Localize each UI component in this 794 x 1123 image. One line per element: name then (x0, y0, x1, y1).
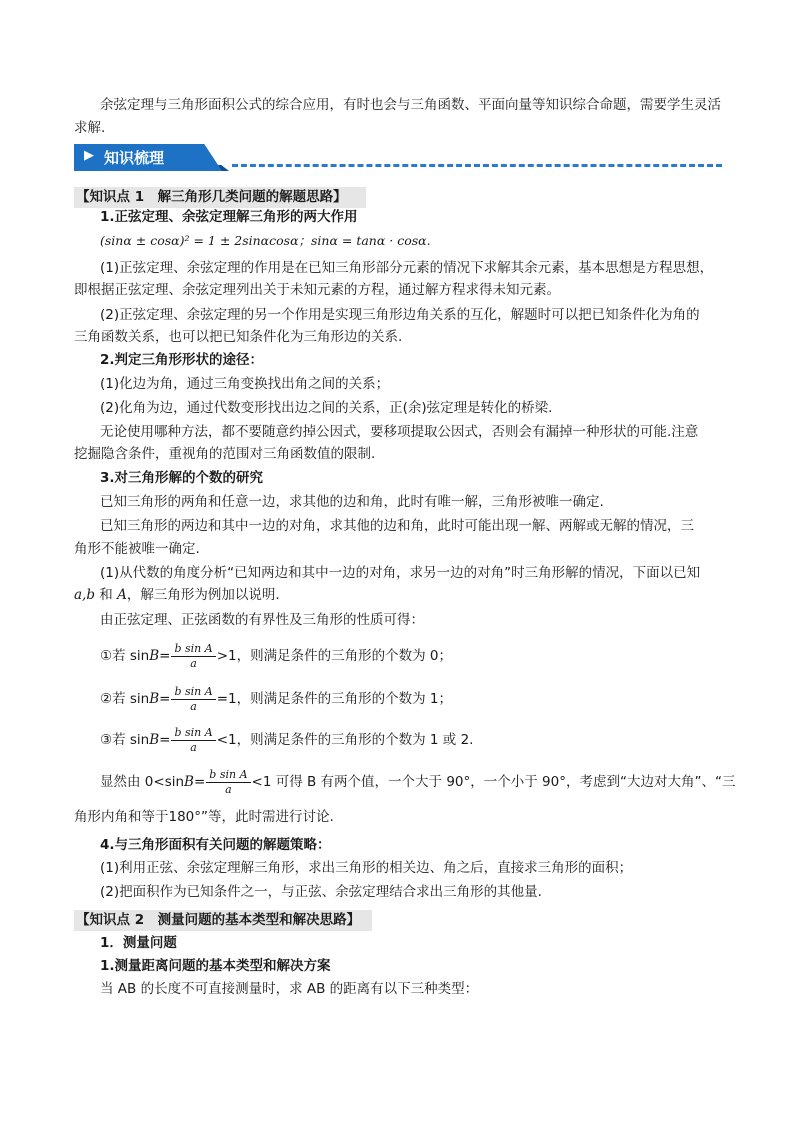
case-2-line (100, 683, 748, 715)
intro-line-2: 求解. (74, 120, 106, 136)
case-4-suffix: <1 可得 B 有两个值，一个大于 90°，一个小于 90°，考虑到“大边对大角”、“三 (251, 774, 736, 790)
kp1-s3-item-b-line-1: 已知三角形的两边和其中一边的对角，求其他的边和角，此时可能出现一解、两解或无解的情况，三 (100, 518, 694, 534)
kp1-s2-item-a: (1)化边为角，通过三角变换找出角之间的关系； (100, 376, 390, 392)
knowledge-point-1-header: 【知识点 1 解三角形几类问题的解题思路】 (74, 187, 366, 208)
fraction-denominator: a (190, 740, 197, 754)
play-arrow-icon: ▶ (84, 148, 94, 163)
fraction-numerator: b sin A (171, 685, 215, 700)
kp1-s2-item-b: (2)化角为边，通过代数变形找出边之间的关系，正(余)弦定理是转化的桥梁. (100, 400, 553, 416)
kp2-s2-text: 当 AB 的长度不可直接测量时，求 AB 的距离有以下三种类型： (100, 981, 479, 997)
fraction-denominator: a (190, 656, 197, 670)
fraction-denominator: a (225, 782, 232, 796)
kp2-section-1-title: 1．测量问题 (100, 935, 177, 951)
kp1-p2-line-2: 三角函数关系，也可以把已知条件化为三角形边的关系. (74, 329, 403, 345)
fraction-numerator: b sin A (171, 726, 215, 741)
case-3-B: B (149, 732, 160, 748)
fraction-bsinA-over-a (171, 685, 215, 714)
case-4-line-2: 角形内角和等于180°”等，此时需进行讨论. (74, 809, 334, 825)
kp1-p2-line-1: (2)正弦定理、余弦定理的另一个作用是实现三角形边角关系的互化，解题时可以把已知条件化为角的 (100, 307, 700, 323)
case-4-B: B (184, 774, 194, 790)
kp1-s3-item-c-line-2 (74, 584, 722, 606)
math-A: A (117, 587, 127, 603)
intro-line-1: 余弦定理与三角形面积公式的综合应用，有时也会与三角函数、平面向量等知识综合命题，需要学生灵活 (100, 97, 721, 113)
case-3-eq: = (159, 732, 171, 748)
kp1-s3-item-a: 已知三角形的两角和任意一边，求其他的边和角，此时有唯一解，三角形被唯一确定. (100, 494, 604, 510)
fraction-numerator: b sin A (206, 768, 250, 783)
kp1-formula: (sinα ± cosα)² = 1 ± 2sinαcosα；sinα = tanα · cosα. (100, 233, 431, 248)
kp1-s3-item-d: 由正弦定理、正弦函数的有界性及三角形的性质可得： (100, 612, 424, 628)
case-4-prefix: 显然由 0<sin (100, 774, 185, 790)
kp1-p1-line-1: (1)正弦定理、余弦定理的作用是在已知三角形部分元素的情况下求解其余元素，基本思想是方程思想， (100, 260, 714, 276)
case-4-line (100, 766, 748, 798)
kp1-s3-item-b-line-2: 角形不能被唯一确定. (74, 541, 200, 557)
kp1-s2-note-line-2: 挖掘隐含条件，重视角的范围对三角函数值的限制. (74, 446, 376, 462)
case-1-suffix: >1，则满足条件的三角形的个数为 0； (216, 648, 452, 664)
case-4-eq: = (193, 774, 206, 790)
banner-dashed-divider (232, 164, 722, 167)
kp1-section-3-title: 3.对三角形解的个数的研究 (100, 470, 264, 486)
fraction-bsinA-over-a (206, 768, 250, 797)
case-2-suffix: =1，则满足条件的三角形的个数为 1； (216, 691, 452, 707)
kp1-s4-item-b: (2)把面积作为已知条件之一，与正弦、余弦定理结合求出三角形的其他量. (100, 884, 542, 900)
case-1-eq: = (159, 648, 171, 664)
case-3-line (100, 724, 748, 756)
kp2-section-2-title: 1.测量距离问题的基本类型和解决方案 (100, 958, 331, 974)
case-1-B: B (149, 648, 160, 664)
kp1-p1-line-2: 即根据正弦定理、余弦定理列出关于未知元素的方程，通过解方程求得未知元素。 (74, 282, 560, 298)
case-2-B: B (149, 691, 160, 707)
case-1-prefix: ①若 sin (100, 648, 150, 664)
case-2-prefix: ②若 sin (100, 691, 150, 707)
case-3-prefix: ③若 sin (100, 732, 150, 748)
case-2-eq: = (159, 691, 171, 707)
fraction-bsinA-over-a (171, 726, 215, 755)
section-banner (74, 144, 722, 172)
case-1-line (100, 640, 748, 672)
banner-title: 知识梳理 (104, 149, 165, 167)
fraction-numerator: b sin A (171, 642, 215, 657)
kp1-s3-item-c-line-1: (1)从代数的角度分析“已知两边和其中一边的对角，求另一边的对角”时三角形解的情况，下面以已知 (100, 565, 701, 581)
math-ab: a,b (74, 587, 95, 603)
kp1-s4-item-a: (1)利用正弦、余弦定理解三角形，求出三角形的相关边、角之后，直接求三角形的面积； (100, 860, 633, 876)
text-and: 和 (94, 587, 118, 603)
text-example: ，解三角形为例加以说明. (126, 587, 280, 603)
kp1-s2-note-line-1: 无论使用哪种方法，都不要随意约掉公因式，要移项提取公因式，否则会有漏掉一种形状的可能.注意 (100, 424, 699, 440)
kp1-section-4-title: 4.与三角形面积有关问题的解题策略： (100, 837, 331, 853)
knowledge-point-2-header: 【知识点 2 测量问题的基本类型和解决思路】 (74, 910, 372, 931)
kp1-section-2-title: 2.判定三角形形状的途径： (100, 352, 264, 368)
fraction-denominator: a (190, 699, 197, 713)
fraction-bsinA-over-a (171, 642, 215, 671)
case-3-suffix: <1，则满足条件的三角形的个数为 1 或 2. (216, 732, 474, 748)
kp1-section-1-title: 1.正弦定理、余弦定理解三角形的两大作用 (100, 209, 358, 225)
